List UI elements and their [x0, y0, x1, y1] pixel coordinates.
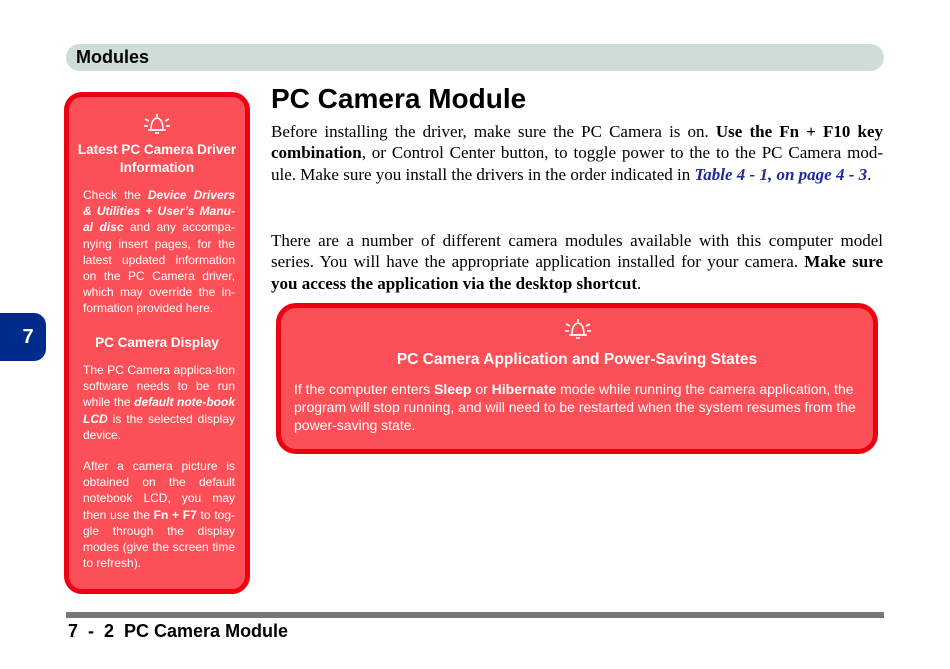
sidebar-paragraph-display: The PC Camera applica-tion software needs to be run while the default note-book LCD is the selected display device.: [83, 363, 235, 442]
sidebar-heading-display: PC Camera Display: [95, 335, 219, 350]
sidebar-paragraph-driver-info: Check the Device Drivers & Utilities + User’s Manu-al disc and any accompa-nying insert pages, for the latest updated information on the PC Camera driver, which may override the in-formation provided here.: [83, 188, 235, 316]
bell-alert-icon: [562, 316, 594, 342]
note-box-paragraph: If the computer enters Sleep or Hibernate mode while running the camera application, the program will stop running, and will need to be restarted when the system resumes from the power-saving state.: [294, 381, 856, 433]
table-cross-reference-link[interactable]: Table 4 - 1, on page 4 - 3: [694, 164, 868, 184]
power-saving-note-box: [276, 303, 878, 454]
intro-paragraph: Before installing the driver, make sure the PC Camera is on. Use the Fn + F10 key combination, or Control Center button, to toggle power to the to the PC Camera mod-ule. Make sure you install the drivers in the order indicated in Table 4 - 1, on page 4 - 3.: [271, 122, 884, 184]
page-title: PC Camera Module: [271, 83, 527, 114]
sidebar-paragraph-toggle: After a camera picture is obtained on the default notebook LCD, you may then use the Fn + F7 to tog-gle through the display modes (give the screen time to refresh).: [83, 459, 235, 571]
camera-modules-paragraph: There are a number of different camera modules available with this computer model series. You will have the appropriate application installed for your camera. Make sure you access the application via the desktop shortcut.: [271, 231, 883, 293]
note-box-heading: PC Camera Application and Power-Saving States: [396, 351, 758, 368]
section-header-title: Modules: [76, 47, 150, 67]
sidebar-note: [64, 92, 250, 594]
chapter-tab: [0, 313, 46, 361]
footer-rule: [66, 612, 884, 618]
bell-alert-icon: [141, 111, 173, 137]
footer-page-label: 7 - 2 PC Camera Module: [68, 621, 289, 641]
sidebar-heading-driver-info: Latest PC Camera Driver Information: [77, 142, 237, 175]
header-bar: [66, 44, 884, 71]
chapter-number: 7: [22, 325, 34, 348]
